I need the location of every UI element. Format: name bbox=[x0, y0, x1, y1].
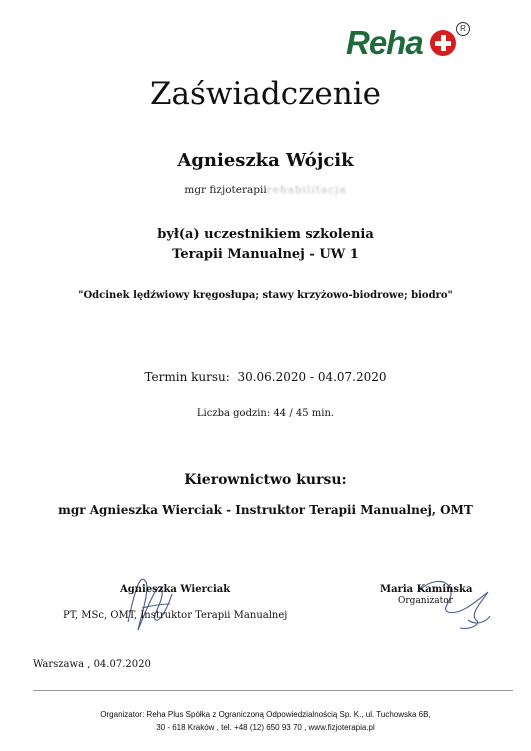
statement-line-2: Terapii Manualnej - UW 1 bbox=[172, 247, 359, 262]
footer-line-2: 30 - 618 Kraków , tel. +48 (12) 650 93 70 , www.fizjoterapia.pl bbox=[156, 723, 375, 732]
plus-icon bbox=[430, 30, 456, 56]
hours-value: 44 / 45 min. bbox=[273, 408, 335, 419]
course-term bbox=[0, 370, 531, 384]
participant-degree bbox=[0, 184, 531, 196]
management-heading: Kierownictwo kursu: bbox=[184, 472, 347, 488]
logo-wordmark: Reha bbox=[346, 24, 423, 61]
footer-line-1: Organizator: Reha Plus Spółka z Ograniczoną Odpowiedzialnością Sp. K., ul. Tuchowska 6B, bbox=[100, 710, 431, 719]
signature-left-title: PT, MSc, OMT, Instruktor Terapii Manualnej bbox=[63, 610, 288, 621]
term-label: Termin kursu: bbox=[144, 370, 230, 384]
place-and-date: Warszawa , 04.07.2020 bbox=[33, 659, 151, 670]
signature-left-name: Agnieszka Wierciak bbox=[120, 584, 231, 595]
hours-label: Liczba godzin: bbox=[196, 408, 271, 419]
management-name: mgr Agnieszka Wierciak - Instruktor Terapii Manualnej, OMT bbox=[58, 503, 473, 517]
signature-right-role: Organizator bbox=[398, 596, 453, 606]
obscured-degree-text: rehabilitacja bbox=[266, 184, 347, 196]
degree-text: mgr fizjoterapii bbox=[184, 184, 267, 196]
signature-right-name: Maria Kamińska bbox=[380, 584, 473, 595]
statement-line-1: był(a) uczestnikiem szkolenia bbox=[157, 227, 374, 242]
participant-name: Agnieszka Wójcik bbox=[177, 150, 354, 171]
course-topic: "Odcinek lędźwiowy kręgosłupa; stawy krzyżowo-biodrowe; biodro" bbox=[78, 290, 453, 301]
term-value: 30.06.2020 - 04.07.2020 bbox=[237, 370, 387, 384]
course-hours bbox=[0, 408, 531, 419]
reha-plus-logo bbox=[342, 18, 492, 64]
registered-mark-icon: R bbox=[456, 22, 470, 36]
document-title: Zaświadczenie bbox=[150, 76, 381, 112]
footer-divider bbox=[33, 690, 513, 691]
